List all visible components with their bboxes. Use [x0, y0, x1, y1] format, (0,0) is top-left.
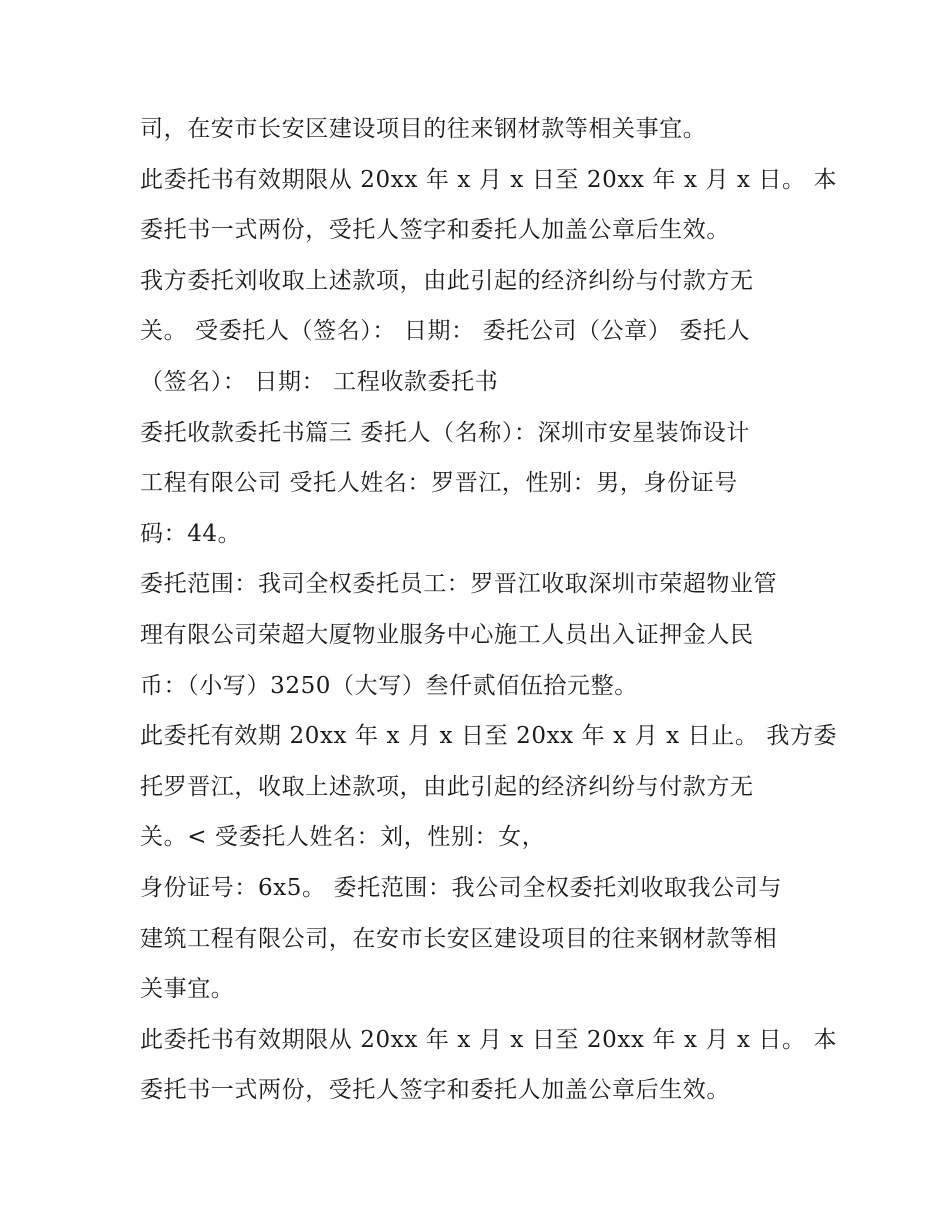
text-line: 委托书一式两份，受托人签字和委托人加盖公章后生效。 — [140, 1077, 730, 1104]
text-line: 司，在安市长安区建设项目的往来钢材款等相关事宜。 — [140, 116, 707, 142]
text-line: 身份证号：6x5。 委托范围：我公司全权委托刘收取我公司与 — [140, 874, 782, 901]
text-line: 此委托有效期 20xx 年 x 月 x 日至 20xx 年 x 月 x 日止。 我方委 — [140, 723, 838, 750]
text-line: 关。< 受委托人姓名：刘，性别：女， — [140, 824, 546, 851]
text-line: 工程有限公司 受托人姓名：罗晋江，性别：男，身份证号 — [140, 470, 738, 497]
text-line: 码：44。 — [140, 520, 242, 547]
text-line: 币：（小写）3250（大写）叁仟贰佰伍拾元整。 — [140, 672, 638, 699]
text-line: 委托收款委托书篇三 委托人（名称）：深圳市安星装饰设计 — [140, 419, 751, 446]
text-line: 我方委托刘收取上述款项，由此引起的经济纠纷与付款方无 — [140, 267, 754, 294]
text-line: 托罗晋江，收取上述款项，由此引起的经济纠纷与付款方无 — [140, 773, 754, 800]
text-line: 理有限公司荣超大厦物业服务中心施工人员出入证押金人民 — [140, 621, 754, 648]
text-line: 关。 受委托人（签名）： 日期： 委托公司（公章） 委托人 — [140, 318, 751, 345]
document-body — [140, 104, 838, 1116]
text-line: 关事宜。 — [140, 976, 235, 1003]
text-line: 此委托书有效期限从 20xx 年 x 月 x 日至 20xx 年 x 月 x 日。 本 — [140, 1026, 838, 1053]
text-line: 此委托书有效期限从 20xx 年 x 月 x 日至 20xx 年 x 月 x 日。 本 — [140, 166, 838, 193]
text-line: 委托书一式两份，受托人签字和委托人加盖公章后生效。 — [140, 217, 730, 244]
text-line: （签名）： 日期： 工程收款委托书 — [140, 368, 499, 395]
text-line: 委托范围：我司全权委托员工：罗晋江收取深圳市荣超物业管 — [140, 571, 778, 598]
text-line: 建筑工程有限公司，在安市长安区建设项目的往来钢材款等相 — [140, 925, 778, 952]
